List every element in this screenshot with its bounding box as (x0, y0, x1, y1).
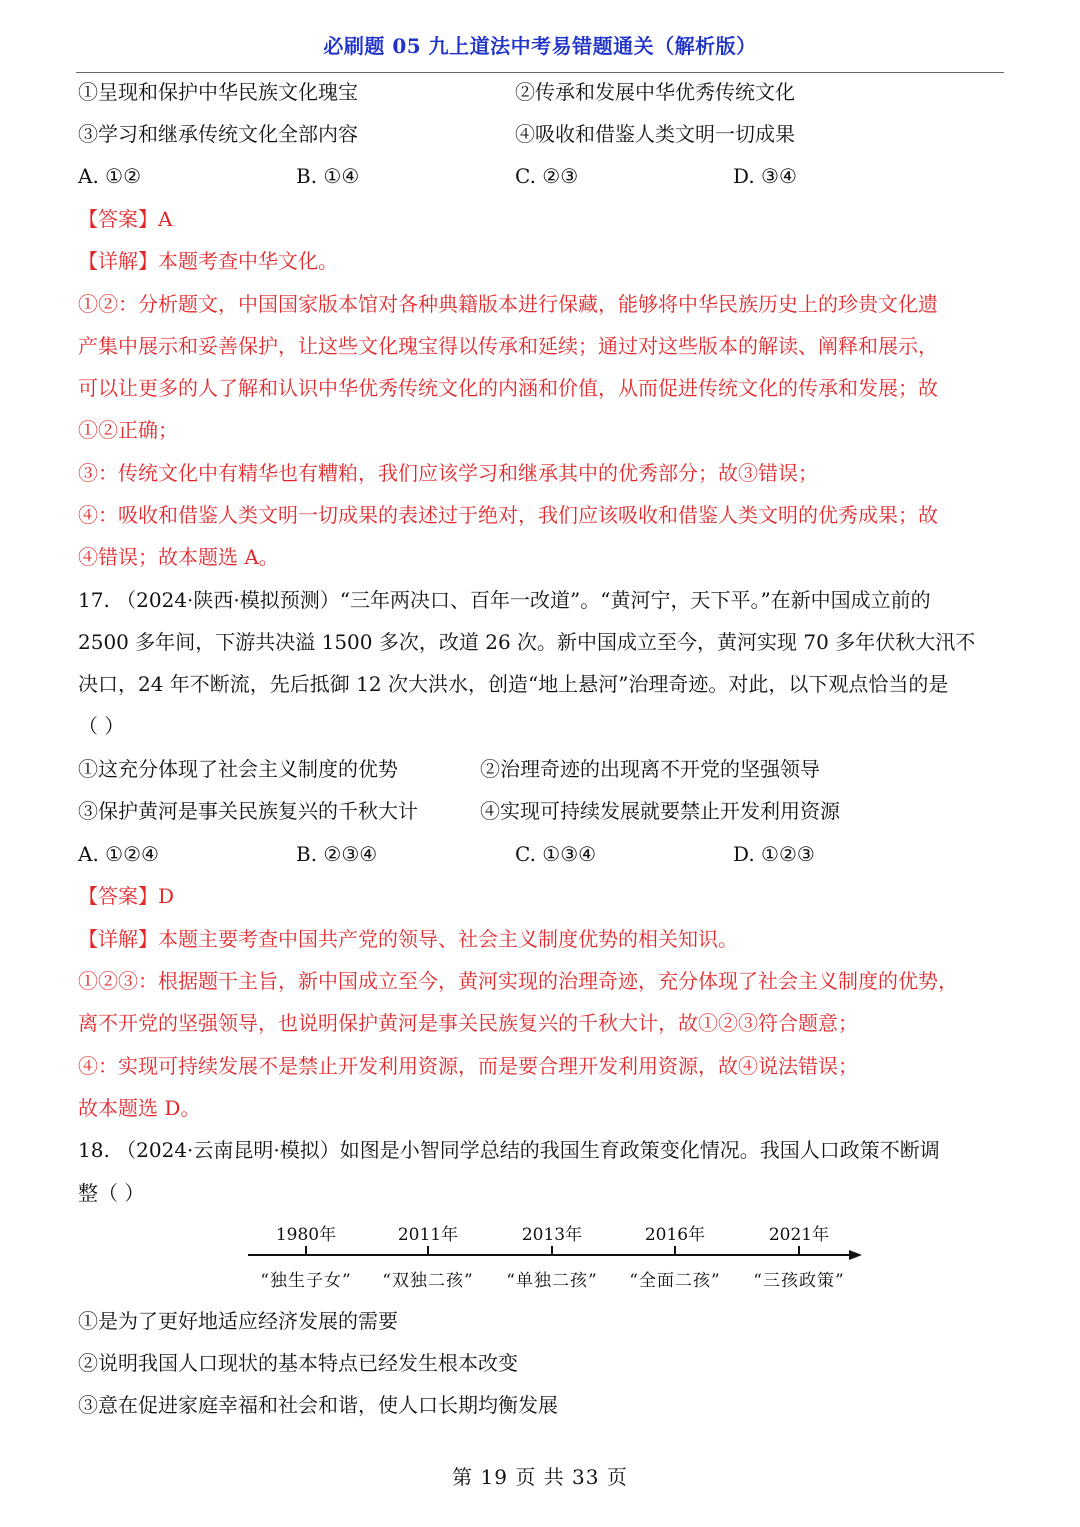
q18-stem-line: 18. （2024·云南昆明·模拟）如图是小智同学总结的我国生育政策变化情况。我国人口政策不断调 (78, 1138, 940, 1162)
q16-statement-row-1 (78, 78, 1004, 106)
page-header-title: 必刷题 05 九上道法中考易错题通关（解析版） (323, 34, 757, 58)
header-divider (76, 72, 1004, 73)
q16-explanation-line: ④：吸收和借鉴人类文明一切成果的表述过于绝对，我们应该吸收和借鉴人类文明的优秀成果；故 (78, 503, 938, 527)
q17-statement-3: ③保护黄河是事关民族复兴的千秋大计 (78, 799, 418, 823)
timeline-year: 2013年 (521, 1225, 583, 1245)
q17-statement-row-1 (78, 755, 1004, 783)
q17-detail: 【详解】本题主要考查中国共产党的领导、社会主义制度优势的相关知识。 (78, 927, 738, 951)
q16-explanation-line: ①②：分析题文，中国国家版本馆对各种典籍版本进行保藏，能够将中华民族历史上的珍贵文化遗 (78, 292, 938, 316)
timeline-year: 2011年 (397, 1225, 459, 1245)
q18-statement-2: ②说明我国人口现状的基本特点已经发生根本改变 (78, 1351, 518, 1375)
q17-option-b: B. ②③④ (296, 842, 378, 866)
q18-statement-3: ③意在促进家庭幸福和社会和谐，使人口长期均衡发展 (78, 1393, 558, 1417)
q16-statement-2: ②传承和发展中华优秀传统文化 (515, 80, 795, 104)
q17-option-d: D. ①②③ (733, 842, 815, 866)
q16-statement-1: ①呈现和保护中华民族文化瑰宝 (78, 80, 358, 104)
q16-option-a: A. ①② (78, 164, 142, 188)
q17-statement-1: ①这充分体现了社会主义制度的优势 (78, 757, 398, 781)
timeline-policy: “三孩政策” (753, 1271, 845, 1291)
q17-statement-4: ④实现可持续发展就要禁止开发利用资源 (480, 799, 840, 823)
q17-statement-row-2 (78, 797, 1004, 825)
q17-stem-line: 17. （2024·陕西·模拟预测）“三年两决口、百年一改道”。“黄河宁，天下平。”在新中国成立前的 (78, 588, 931, 612)
q16-statement-3: ③学习和继承传统文化全部内容 (78, 122, 358, 146)
q17-option-c: C. ①③④ (515, 842, 597, 866)
q16-option-c: C. ②③ (515, 164, 579, 188)
timeline-policy: “独生子女” (260, 1271, 352, 1291)
timeline-policy: “全面二孩” (629, 1271, 721, 1291)
timeline-policy: “单独二孩” (506, 1271, 598, 1291)
q17-stem-line: 2500 多年间，下游共决溢 1500 多次，改道 26 次。新中国成立至今，黄河实现 70 多年伏秋大汛不 (78, 630, 976, 654)
page-number: 第 19 页 共 33 页 (452, 1465, 628, 1489)
q16-answer: 【答案】A (78, 207, 173, 231)
q18-stem-line: 整（ ） (78, 1181, 145, 1205)
q17-explanation-line: 故本题选 D。 (78, 1096, 201, 1120)
q16-detail: 【详解】本题考查中华文化。 (78, 249, 338, 273)
q16-statement-4: ④吸收和借鉴人类文明一切成果 (515, 122, 795, 146)
q16-option-b: B. ①④ (296, 164, 360, 188)
timeline-year: 2016年 (644, 1225, 706, 1245)
q17-option-a: A. ①②④ (78, 842, 159, 866)
q16-explanation-line: ③：传统文化中有精华也有糟粕，我们应该学习和继承其中的优秀部分；故③错误； (78, 461, 818, 485)
timeline-year: 2021年 (768, 1225, 830, 1245)
q17-answer: 【答案】D (78, 884, 175, 908)
q17-explanation-line: ①②③：根据题干主旨，新中国成立至今，黄河实现的治理奇迹，充分体现了社会主义制度的优势， (78, 969, 958, 993)
q17-explanation-line: ④：实现可持续发展不是禁止开发利用资源，而是要合理开发利用资源，故④说法错误； (78, 1054, 858, 1078)
q16-explanation-line: ④错误；故本题选 A。 (78, 545, 279, 569)
q16-explanation-line: 可以让更多的人了解和认识中华优秀传统文化的内涵和价值，从而促进传统文化的传承和发展；故 (78, 376, 938, 400)
q16-explanation-line: ①②正确； (78, 418, 178, 442)
q17-stem-line: 决口，24 年不断流，先后抵御 12 次大洪水，创造“地上悬河”治理奇迹。对此，以下观点恰当的是 (78, 672, 949, 696)
q16-explanation-line: 产集中展示和妥善保护，让这些文化瑰宝得以传承和延续；通过对这些版本的解读、阐释和展示， (78, 334, 938, 358)
q16-option-d: D. ③④ (733, 164, 797, 188)
q18-statement-1: ①是为了更好地适应经济发展的需要 (78, 1309, 398, 1333)
q16-statement-row-2 (78, 120, 1004, 148)
population-policy-timeline (246, 1218, 866, 1291)
timeline-year: 1980年 (275, 1225, 337, 1245)
timeline-arrow-icon (849, 1250, 862, 1260)
timeline-policy: “双独二孩” (382, 1271, 474, 1291)
q17-statement-2: ②治理奇迹的出现离不开党的坚强领导 (480, 757, 820, 781)
q17-stem-line: （ ） (78, 714, 125, 738)
q17-explanation-line: 离不开党的坚强领导，也说明保护黄河是事关民族复兴的千秋大计，故①②③符合题意； (78, 1011, 858, 1035)
